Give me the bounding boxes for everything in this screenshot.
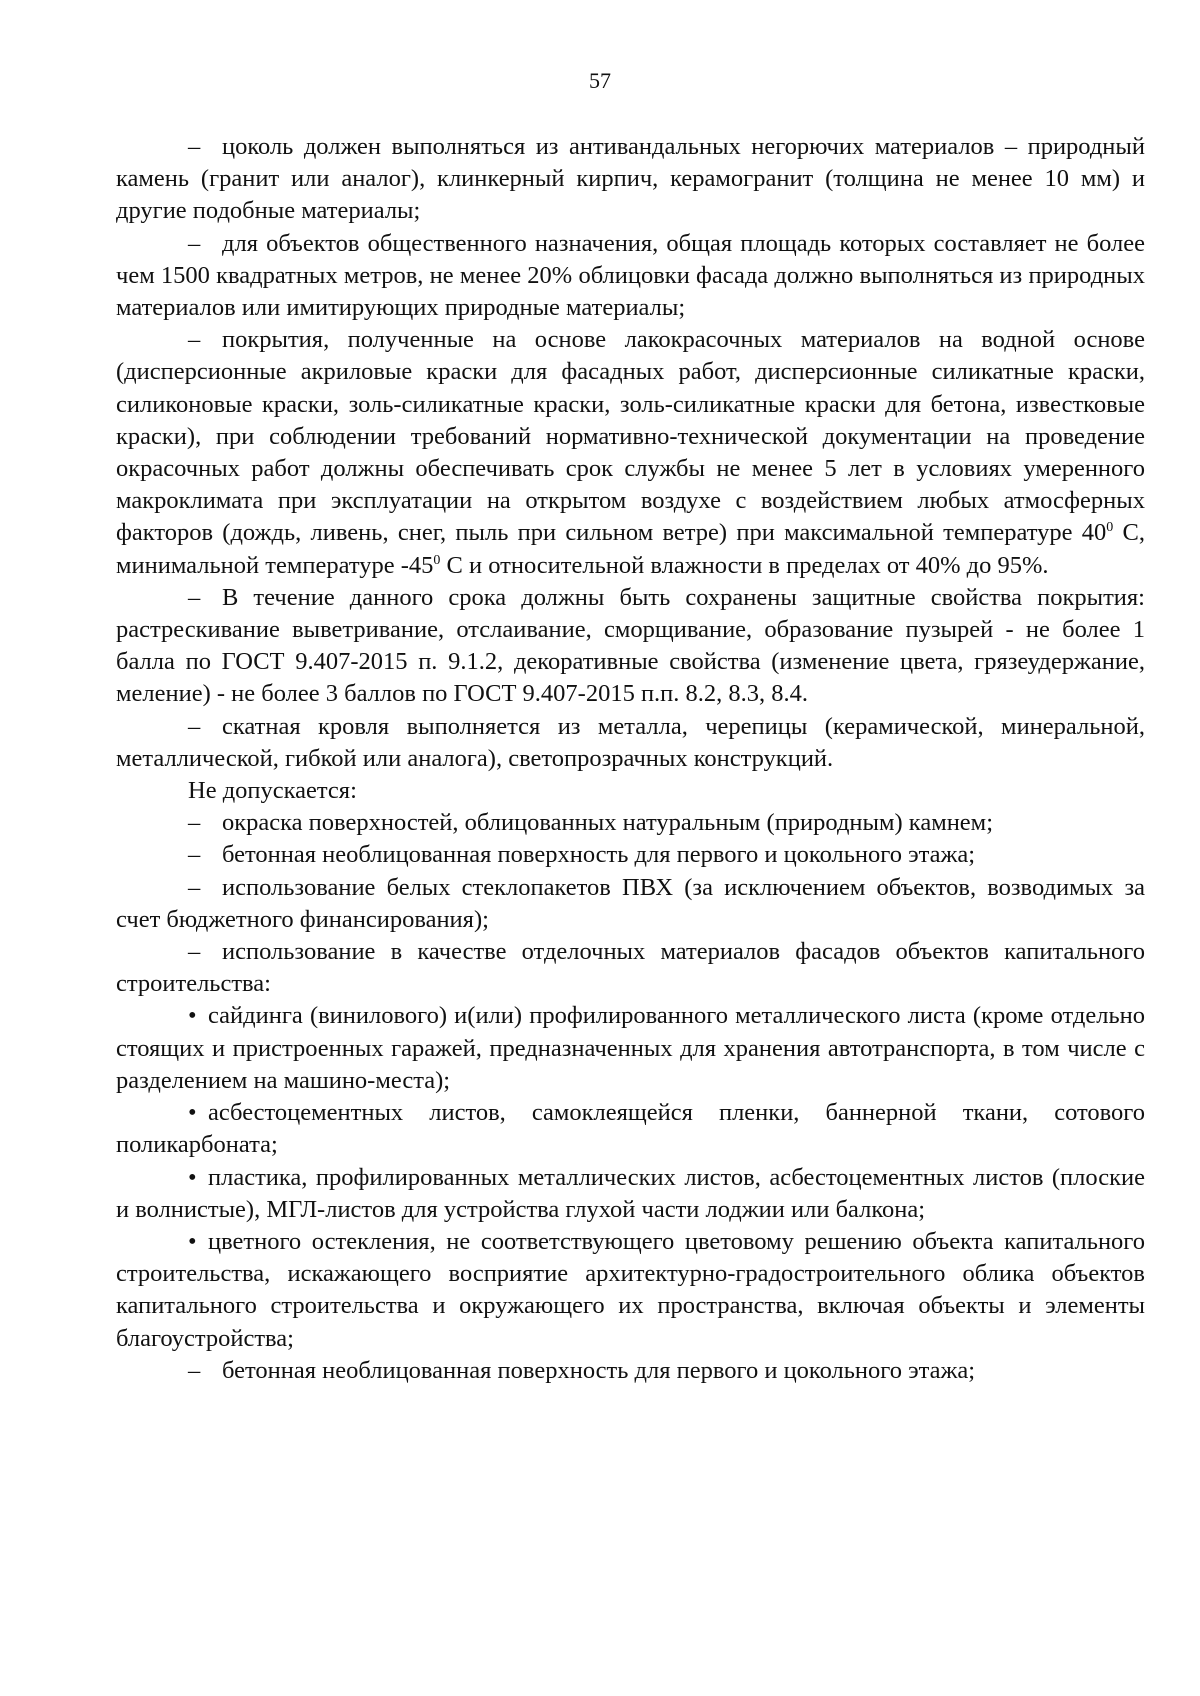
paragraph-pitched-roof [116,711,1145,775]
paragraph-text: окраска поверхностей, облицованных натуральным (природным) камнем; [222,809,993,837]
bullet-marker: • [188,1227,197,1255]
paragraph-text: асбестоцементных листов, самоклеящейся пленки, баннерной ткани, сотового поликарбоната; [116,1099,1145,1159]
paragraph-concrete-surface-repeat [116,1355,1145,1387]
dash-marker: – [188,712,201,740]
dash-marker: – [188,938,201,966]
paragraph-colored-glazing [116,1226,1145,1355]
document-body [116,131,1145,1387]
paragraph-text: использование в качестве отделочных материалов фасадов объектов капитального строительства: [116,938,1145,998]
paragraph-text: бетонная необлицованная поверхность для первого и цокольного этажа; [222,1356,976,1384]
paragraph-siding [116,1000,1145,1097]
paragraph-text: цветного остекления, не соответствующего цветовому решению объекта капитального строительства, искажающего восприятие архитектурно-градостроительного облика объектов капитального строительства и окружающего их пространства, включая объекты и элементы благоустройства; [116,1227,1145,1352]
paragraph-text: для объектов общественного назначения, общая площадь которых составляет не более чем 1500 квадратных метров, не менее 20% облицовки фасада должно выполняться из природных материалов или имитирующих природные материалы; [116,229,1145,322]
degree-sup: 0 [433,552,441,568]
paragraph-text: покрытия, полученные на основе лакокрасочных материалов на водной основе (дисперсионные акриловые краски для фасадных работ, дисперсионные силикатные краски, силиконовые краски, золь-силикатные краски, золь-силикатные краски для бетона, известковые краски), при соблюдении требований нормативно-технической документации на проведение окрасочных работ должны обеспечивать срок службы не менее 5 лет в условиях умеренного макроклимата при эксплуатации на открытом воздухе с воздействием любых атмосферных факторов (дождь, ливень, снег, пыль при сильном ветре) при максимальной температуре 40 [116,326,1145,547]
paragraph-text: сайдинга (винилового) и(или) профилированного металлического листа (кроме отдельно стоящих и пристроенных гаражей, предназначенных для хранения автотранспорта, в том числе с разделением на машино-места); [116,1002,1145,1094]
paragraph-white-pvc [116,872,1145,936]
paragraph-concrete-surface [116,839,1145,871]
paragraph-text: Не допускается: [188,777,357,805]
paragraph-painting-stone [116,807,1145,839]
dash-marker: – [188,326,201,354]
paragraph-not-allowed-heading [116,775,1145,807]
dash-marker: – [188,841,201,869]
degree-sup: 0 [1106,520,1114,536]
paragraph-text: С, минимальной температуре -45 [116,519,1145,579]
paragraph-text: С и относительной влажности в пределах от 40% до 95%. [440,551,1049,579]
dash-marker: – [188,873,201,901]
paragraph-coatings [116,324,1145,582]
paragraph-plinth [116,131,1145,228]
page-number: 57 [589,68,611,93]
dash-marker: – [188,133,201,160]
paragraph-text: использование белых стеклопакетов ПВХ (за исключением объектов, возводимых за счет бюджетного финансирования); [116,873,1145,933]
paragraph-text: скатная кровля выполняется из металла, черепицы (керамической, минеральной, металлической, гибкой или аналога), светопрозрачных конструкций. [116,712,1145,772]
paragraph-public-objects [116,228,1145,325]
dash-marker: – [188,229,201,257]
dash-marker: – [188,809,201,837]
paragraph-protective-properties [116,582,1145,711]
bullet-marker: • [188,1099,197,1127]
bullet-marker: • [188,1163,197,1191]
paragraph-text: бетонная необлицованная поверхность для первого и цокольного этажа; [222,841,976,869]
paragraph-text: цоколь должен выполняться из антивандальных негорючих материалов – природный камень (гранит или аналог), клинкерный кирпич, керамогранит (толщина не менее 10 мм) и другие подобные материалы; [116,133,1145,225]
paragraph-asbestos-sheets [116,1097,1145,1161]
paragraph-text: пластика, профилированных металлических листов, асбестоцементных листов (плоские и волнистые), МГЛ-листов для устройства глухой части лоджии или балкона; [116,1163,1145,1223]
dash-marker: – [188,1356,201,1384]
bullet-marker: • [188,1002,197,1030]
paragraph-plastic [116,1162,1145,1226]
paragraph-finishing-materials [116,936,1145,1000]
dash-marker: – [188,583,201,611]
paragraph-text: В течение данного срока должны быть сохранены защитные свойства покрытия: растрескивание выветривание, отслаивание, сморщивание, образование пузырей - не более 1 балла по ГОСТ 9.407-2015 п. 9.1.2, декоративные свойства (изменение цвета, грязеудержание, меление) - не более 3 баллов по ГОСТ 9.407-2015 п.п. 8.2, 8.3, 8.4. [116,583,1145,708]
